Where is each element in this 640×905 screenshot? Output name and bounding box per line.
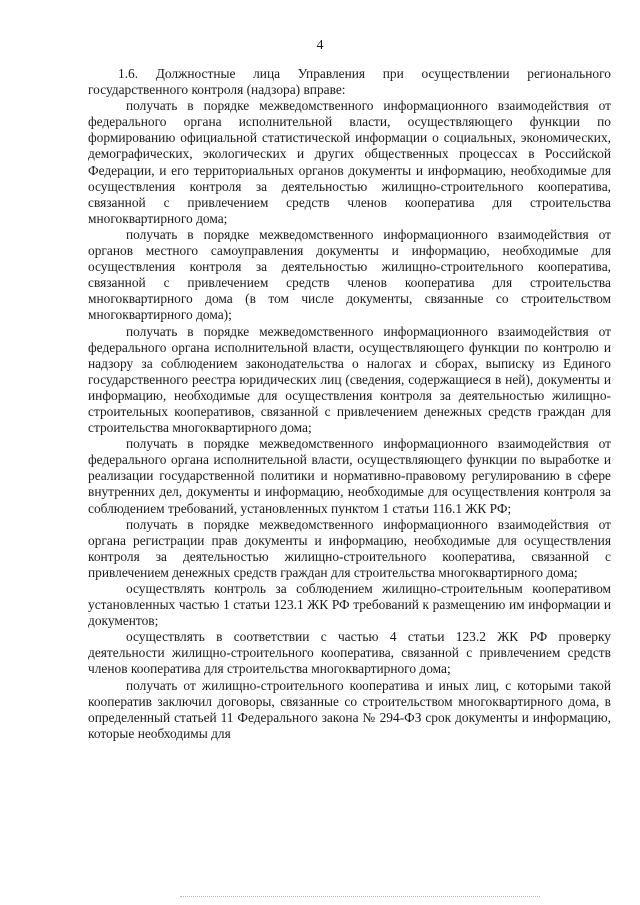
paragraph-internal-affairs: получать в порядке межведомственного информационного взаимодействия от федерального органа исполнительной власти, осуществляющего функции по выработке и реализации государственной политики и нормативно-правовому регулированию в сфере внутренних дел, документы и информацию, необходимые для осуществления контроля за соблюдением требований, установленных пунктом 1 статьи 116.1 ЖК РФ; xyxy=(88,436,611,516)
paragraph-local-government: получать в порядке межведомственного информационного взаимодействия от органов местного самоуправления документы и информацию, необходимые для осуществления контроля за деятельностью жилищно-строительного кооператива, связанной с привлечением средств членов кооператива для строительства многоквартирного дома (в том числе документы, связанные со строительством многоквартирного дома); xyxy=(88,226,611,323)
paragraph-cooperative-audit: осуществлять в соответствии с частью 4 статьи 123.2 ЖК РФ проверку деятельности жилищно-строительного кооператива, связанной с привлечением средств членов кооператива для строительства многоквартирного дома; xyxy=(88,629,611,677)
paragraph-registration-authority: получать в порядке межведомственного информационного взаимодействия от органа регистрации прав документы и информацию, необходимые для осуществления контроля за деятельностью жилищно-строительного кооператива, связанной с привлечением денежных средств граждан для строительства многоквартирного дома; xyxy=(88,516,611,580)
paragraph-information-disclosure-control: осуществлять контроль за соблюдением жилищно-строительным кооперативом установленных частью 1 статьи 123.1 ЖК РФ требований к размещению им информации и документов; xyxy=(88,581,611,629)
scan-edge-artifact xyxy=(180,896,540,899)
section-heading-paragraph: 1.6. Должностные лица Управления при осуществлении регионального государственного контроля (надзора) вправе: xyxy=(88,66,611,98)
page-number: 4 xyxy=(316,38,324,53)
paragraph-statistics-authority: получать в порядке межведомственного информационного взаимодействия от федерального органа исполнительной власти, осуществляющего функции по формированию официальной статистической информации о социальных, экономических, демографических, экологических и других общественных процессах в Российской Федерации, и его территориальных органов документы и информацию, необходимые для осуществления контроля за деятельностью жилищно-строительного кооператива, связанной с привлечением средств членов кооператива для строительства многоквартирного дома; xyxy=(88,98,611,226)
paragraph-tax-authority: получать в порядке межведомственного информационного взаимодействия от федерального органа исполнительной власти, осуществляющего функции по контролю и надзору за соблюдением законодательства о налогах и сборах, выписку из Единого государственного реестра юридических лиц (сведения, содержащиеся в ней), документы и информацию, необходимые для осуществления контроля за деятельностью жилищно-строительных кооперативов, связанной с привлечением денежных средств граждан для строительства многоквартирного дома; xyxy=(88,323,611,436)
paragraph-documents-request: получать от жилищно-строительного кооператива и иных лиц, с которыми такой кооператив заключил договоры, связанные со строительством многоквартирного дома, в определенный статьей 11 Федерального закона № 294-ФЗ срок документы и информацию, которые необходимы для xyxy=(88,677,611,741)
document-body xyxy=(88,66,611,742)
